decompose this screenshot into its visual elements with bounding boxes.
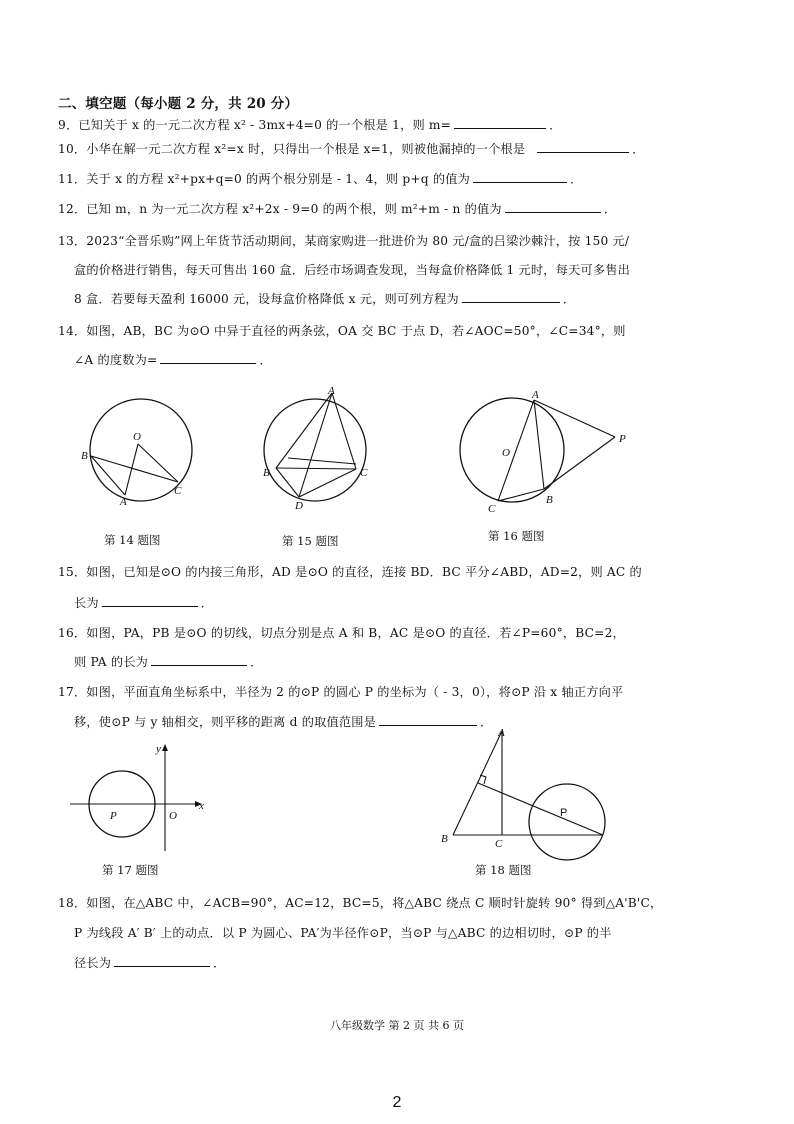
answer-blank-16[interactable] [151, 653, 247, 666]
fig15-segment-extra [288, 458, 356, 464]
question-12: 12．已知 m，n 为一元二次方程 x²+2x - 9=0 的两个根，则 m²+m - n 的值为 ． [58, 202, 617, 216]
fig18-label-P: P [560, 807, 568, 819]
fig14-label-O: O [133, 431, 141, 443]
question-15-line-1: 15．如图，已知是⊙O 的内接三角形，AD 是⊙O 的直径，连接 BD．BC 平分∠ABD，AD=2，则 AC 的 [58, 565, 642, 579]
fig16-label-C: C [488, 503, 496, 515]
fig16-segment-PB [544, 437, 615, 489]
figure-14 [80, 392, 200, 507]
answer-blank-17[interactable] [379, 713, 477, 726]
question-13-text: 8 盒．若要每天盈利 16000 元，设每盒价格降低 x 元，则可列方程为 [74, 292, 459, 306]
question-11: 11．关于 x 的方程 x²+px+q=0 的两个根分别是 - 1、4，则 p+q 的值为 ． [58, 172, 583, 186]
caption-fig15: 第 15 题图 [282, 534, 339, 548]
question-9: 9．已知关于 x 的一元二次方程 x² - 3mx+4=0 的一个根是 1，则 m= ． [58, 118, 562, 132]
question-14-line-2: ∠A 的度数为= ． [74, 353, 272, 367]
caption-fig14: 第 14 题图 [104, 533, 161, 547]
page-number: 2 [392, 1094, 402, 1111]
fig18-label-A: A [498, 727, 505, 739]
question-18-line-3: 径长为 ． [74, 956, 226, 970]
fig15-segment-CD [299, 469, 356, 497]
question-17-line-1: 17．如图，平面直角坐标系中，半径为 2 的⊙P 的圆心 P 的坐标为（ - 3，0），将⊙P 沿 x 轴正方向平 [58, 685, 624, 699]
fig17-y-arrow [162, 744, 168, 751]
caption-fig18: 第 18 题图 [475, 863, 532, 877]
question-16-text: 则 PA 的长为 [74, 655, 148, 669]
page-footer: 八年级数学 第 2 页 共 6 页 [330, 1019, 464, 1032]
fig15-segment-AB [276, 393, 332, 468]
question-15-text: 长为 [74, 596, 99, 610]
fig18-segment-rotated [478, 783, 603, 835]
fig16-label-B: B [546, 494, 553, 506]
fig16-label-P: P [619, 433, 626, 445]
question-12-text: 12．已知 m，n 为一元二次方程 x²+2x - 9=0 的两个根，则 m²+m - n 的值为 [58, 202, 502, 216]
answer-blank-14[interactable] [160, 351, 256, 364]
fig15-label-D: D [295, 500, 303, 512]
fig15-segment-AC [332, 393, 356, 469]
question-13-line-3: 8 盒．若要每天盈利 16000 元，设每盒价格降低 x 元，则可列方程为 ． [74, 292, 576, 306]
fig17-label-x: x [199, 800, 204, 812]
caption-fig17: 第 17 题图 [102, 863, 159, 877]
question-17-text: 移，使⊙P 与 y 轴相交，则平移的距离 d 的取值范围是 [74, 715, 377, 729]
figure-15 [258, 384, 383, 514]
fig15-label-A: A [328, 385, 335, 397]
fig16-segment-PA [534, 400, 615, 437]
fig16-segment-AB [534, 400, 544, 489]
question-15-line-2: 长为 ． [74, 596, 214, 610]
fig18-label-B: B [441, 833, 448, 845]
answer-blank-13[interactable] [462, 290, 560, 303]
fig15-label-B: B [263, 467, 270, 479]
fig15-segment-AD [299, 393, 332, 497]
answer-blank-15[interactable] [102, 594, 198, 607]
fig18-segment-BA-top [453, 731, 502, 835]
question-13-line-2: 盒的价格进行销售，每天可售出 160 盒．后经市场调查发现，当每盒价格降低 1 元时，每天可多售出 [74, 263, 630, 277]
fig18-label-C: C [495, 838, 503, 850]
section-title: 二、填空题（每小题 2 分，共 20 分） [58, 96, 299, 112]
question-16-line-2: 则 PA 的长为 ． [74, 655, 263, 669]
question-17-line-2: 移，使⊙P 与 y 轴相交，则平移的距离 d 的取值范围是 ． [74, 715, 493, 729]
fig18-circle-P [529, 784, 605, 860]
question-9-text: 9．已知关于 x 的一元二次方程 x² - 3mx+4=0 的一个根是 1，则 m= [58, 118, 452, 132]
fig15-segment-BC [276, 468, 356, 469]
figure-16 [455, 388, 640, 513]
question-14-text: ∠A 的度数为= [74, 353, 158, 367]
fig14-label-A: A [120, 496, 127, 508]
answer-blank-9[interactable] [454, 116, 546, 129]
fig15-circle [264, 399, 366, 501]
question-18-text: 径长为 [74, 956, 112, 970]
question-10-text: 10．小华在解一元二次方程 x²=x 时，只得出一个根是 x=1，则被他漏掉的一个根是 [58, 142, 526, 156]
fig16-label-O: O [502, 447, 510, 459]
question-18-line-1: 18．如图，在△ABC 中，∠ACB=90°，AC=12，BC=5，将△ABC 绕点 C 顺时针旋转 90° 得到△A'B'C， [58, 896, 663, 910]
answer-blank-18[interactable] [114, 954, 210, 967]
question-11-text: 11．关于 x 的方程 x²+px+q=0 的两个根分别是 - 1、4，则 p+q 的值为 [58, 172, 471, 186]
question-10: 10．小华在解一元二次方程 x²=x 时，只得出一个根是 x=1，则被他漏掉的一个根是 ． [58, 142, 645, 156]
answer-blank-12[interactable] [505, 200, 601, 213]
answer-blank-11[interactable] [473, 170, 567, 183]
question-14-line-1: 14．如图，AB，BC 为⊙O 中异于直径的两条弦，OA 交 BC 于点 D，若∠AOC=50°，∠C=34°，则 [58, 324, 626, 338]
question-16-line-1: 16．如图，PA，PB 是⊙O 的切线，切点分别是点 A 和 B，AC 是⊙O 的直径．若∠P=60°，BC=2， [58, 626, 625, 640]
question-18-line-2: P 为线段 A′ B′ 上的动点．以 P 为圆心、PA′为半径作⊙P，当⊙P 与△ABC 的边相切时，⊙P 的半 [74, 926, 612, 940]
fig16-label-A: A [532, 389, 539, 401]
fig15-label-C: C [360, 467, 368, 479]
question-13-line-1: 13．2023“全晋乐购”网上年货节活动期间，某商家购进一批进价为 80 元/盒的吕梁沙棘汁，按 150 元/ [58, 234, 630, 248]
caption-fig16: 第 16 题图 [488, 529, 545, 543]
answer-blank-10[interactable] [537, 140, 629, 153]
fig17-label-y: y [156, 743, 161, 755]
figure-17 [68, 738, 218, 853]
fig17-label-P: P [110, 810, 117, 822]
fig14-label-B: B [81, 450, 88, 462]
figure-18 [436, 728, 616, 858]
fig14-label-C: C [174, 485, 182, 497]
fig17-label-O: O [169, 810, 177, 822]
